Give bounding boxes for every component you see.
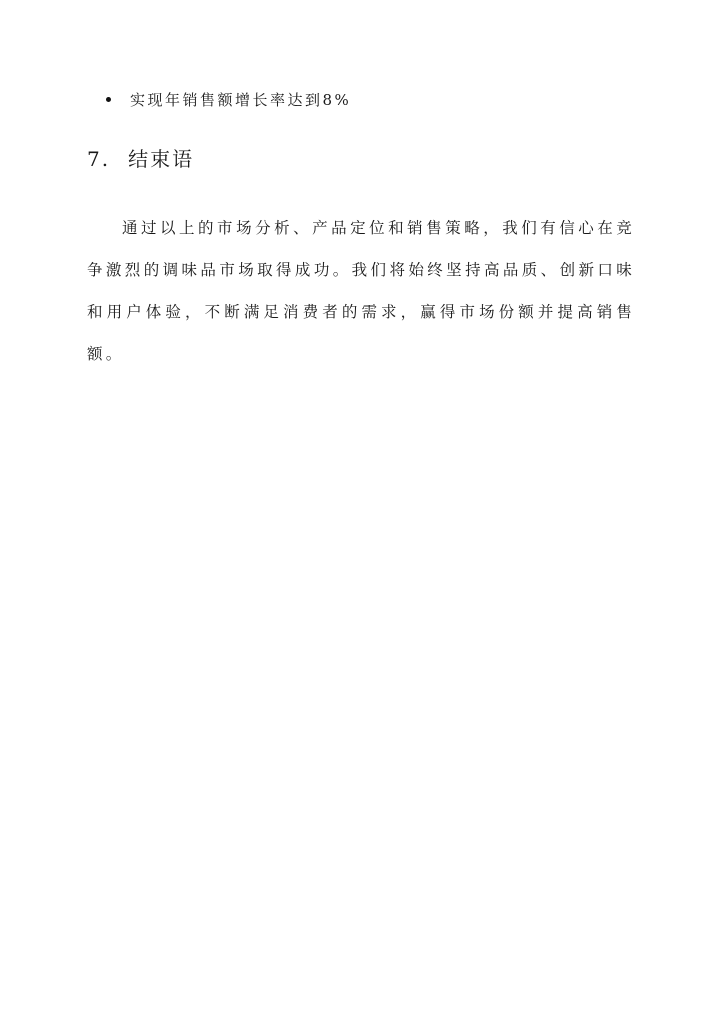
- bullet-list-item: [106, 86, 351, 112]
- bullet-text: 实现年销售额增长率达到8%: [130, 90, 352, 109]
- bullet-dot-icon: [106, 97, 111, 102]
- section-title: 结束语: [128, 147, 195, 171]
- section-heading: [87, 143, 194, 172]
- section-number: 7.: [87, 147, 111, 171]
- conclusion-paragraph: 通过以上的市场分析、产品定位和销售策略，我们有信心在竞争激烈的调味品市场取得成功。我们将始终坚持高品质、创新口味和用户体验，不断满足消费者的需求，赢得市场份额并提高销售额。: [87, 219, 635, 363]
